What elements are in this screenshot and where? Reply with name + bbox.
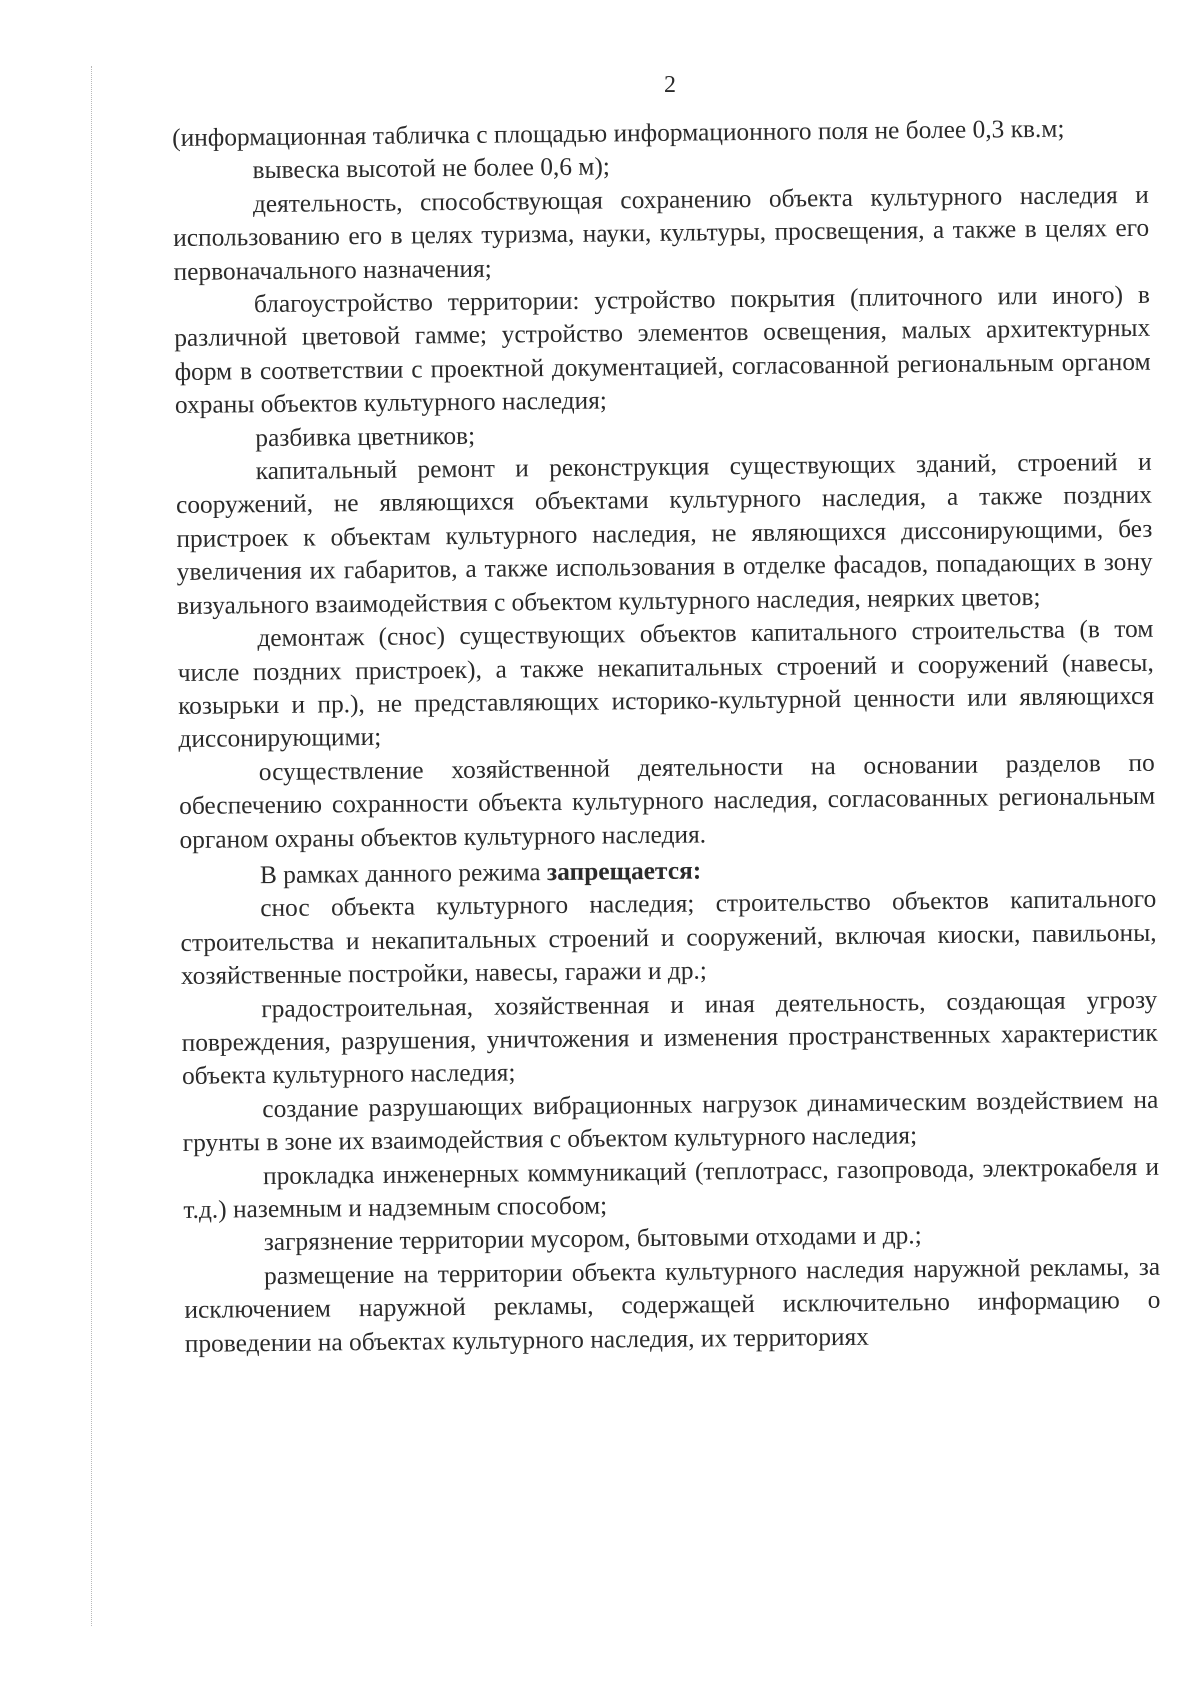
paragraph: вывеска высотой не более 0,6 м); bbox=[252, 152, 611, 185]
page-number: 2 bbox=[664, 72, 676, 98]
prohibited-item: размещение на территории объекта культурного наследия наружной рекламы, за исключением наружной рекламы, содержащей исключительно информацию о проведении на объектах культурного наследия, их территориях bbox=[184, 1252, 1161, 1358]
paragraph: демонтаж (снос) существующих объектов капитального строительства (в том числе поздних пристроек), а также некапитальных строений и сооружений (навесы, козырьки и пр.), не представляющих историко-культурной ценности или являющихся диссонирующими; bbox=[177, 614, 1155, 754]
regime-intro-text: В рамках данного режима bbox=[259, 858, 541, 890]
regime-prohibited-label: запрещается: bbox=[546, 856, 702, 887]
prohibited-item: снос объекта культурного наследия; строительство объектов капитального строительства и некапитальных строений и сооружений, включая киоски, павильоны, хозяйственные постройки, навесы, гаражи и др.; bbox=[180, 885, 1157, 991]
paragraph: благоустройство территории: устройство покрытия (плиточного или иного) в различной цветовой гамме; устройство элементов освещения, малых архитектурных форм в соответствии с проектной документацией, согласованной региональным органом охраны объектов культурного наследия; bbox=[174, 280, 1151, 420]
paragraph: деятельность, способствующая сохранению объекта культурного наследия и использованию его в целях туризма, науки, культуры, просвещения, а также в целях его первоначального назначения; bbox=[173, 180, 1150, 286]
paragraph: капитальный ремонт и реконструкция существующих зданий, строений и сооружений, не являющихся объектами культурного наследия, а также поздних пристроек к объектам культурного наследия, не являющихся диссонирующими, без увеличения их габаритов, а также использования в отделке фасадов, попадающих в зону визуального взаимодействия с объектом культурного наследия, неярких цветов; bbox=[175, 447, 1153, 620]
prohibited-item: прокладка инженерных коммуникаций (теплотрасс, газопровода, электрокабеля и т.д.) наземным и надземным способом; bbox=[183, 1152, 1160, 1224]
paragraph: осуществление хозяйственной деятельности на основании разделов по обеспечению сохранности объекта культурного наследия, согласованных региональным органом охраны объектов культурного наследия. bbox=[179, 748, 1156, 854]
scan-margin-line bbox=[91, 66, 92, 1626]
paragraph: разбивка цветников; bbox=[255, 421, 476, 452]
document-body bbox=[172, 112, 1161, 1361]
paragraph: (информационная табличка с площадью информационного поля не более 0,3 кв.м; bbox=[172, 114, 1065, 152]
prohibited-item: создание разрушающих вибрационных нагрузок динамическим воздействием на грунты в зоне их взаимодействия с объектом культурного наследия; bbox=[182, 1085, 1159, 1158]
prohibited-item: градостроительная, хозяйственная и иная деятельность, создающая угрозу повреждения, разрушения, уничтожения и изменения пространственных характеристик объекта культурного наследия; bbox=[181, 985, 1158, 1091]
prohibited-item: загрязнение территории мусором, бытовыми отходами и др.; bbox=[263, 1221, 922, 1257]
